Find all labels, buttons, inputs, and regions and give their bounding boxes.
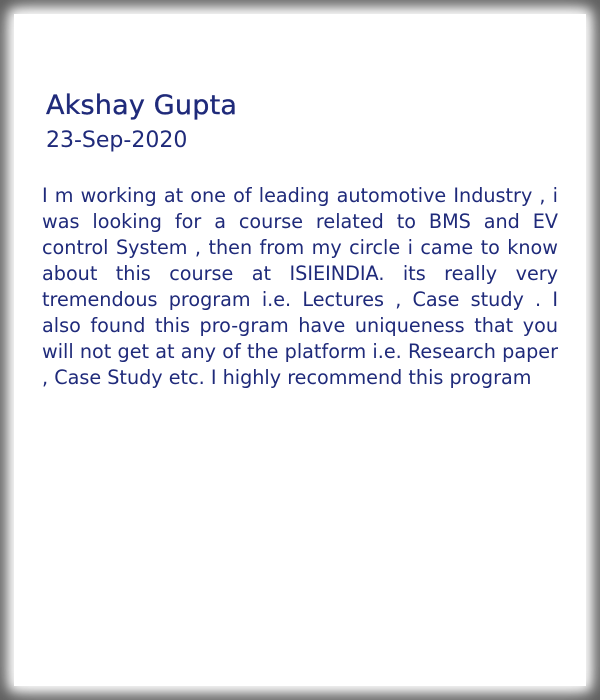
review-date: 23-Sep-2020 — [46, 128, 188, 153]
review-text: I m working at one of leading automotive Industry , i was looking for a course related to BMS and EV control System , then from my circle i came to know about this course at ISIEINDIA. its really very tremendous program i.e. Lectures , Case study . I also found this pro-gram have uniqueness that you will not get at any of the platform i.e. Research paper , Case Study etc. I highly recommend this program — [42, 184, 558, 389]
testimonial-card — [14, 14, 586, 686]
author-name: Akshay Gupta — [46, 90, 238, 121]
